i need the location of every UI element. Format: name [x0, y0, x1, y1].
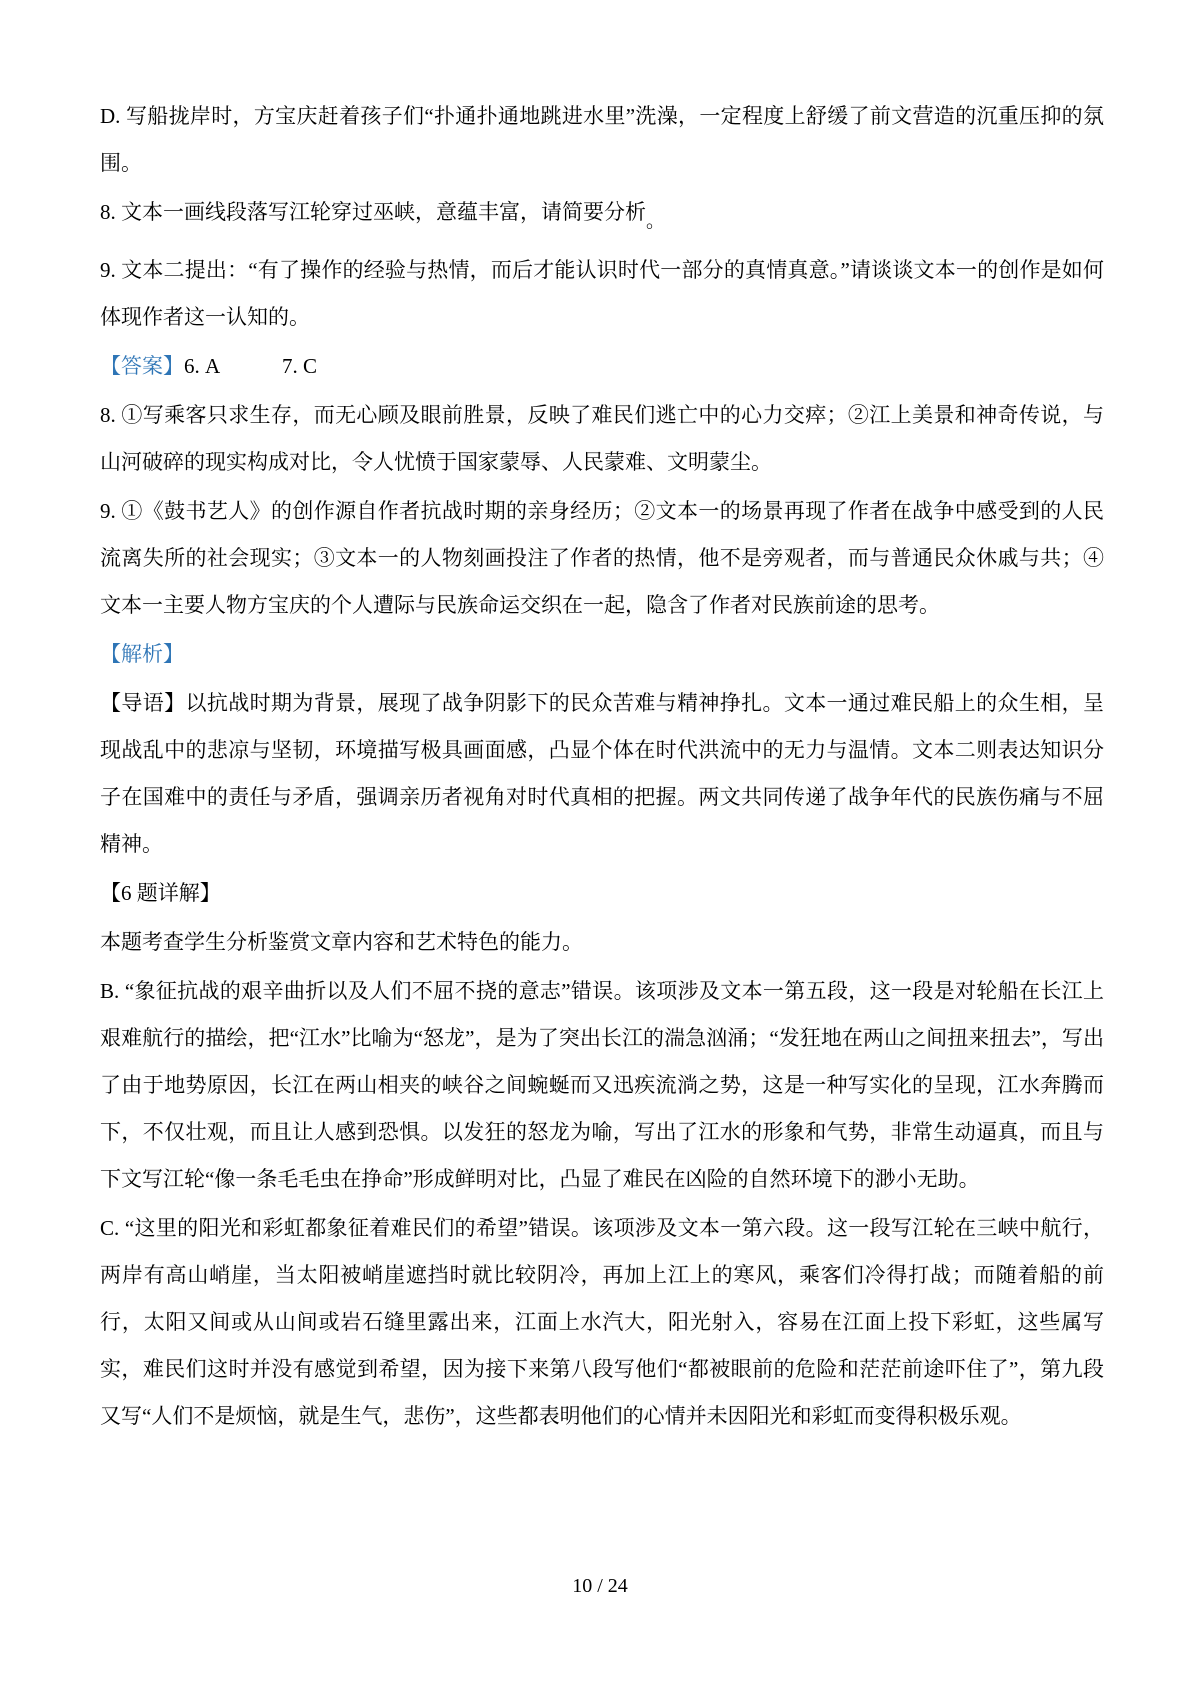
answer-values: 6. A 7. C: [184, 354, 318, 378]
overview-text: 【导语】以抗战时期为背景，展现了战争阴影下的民众苦难与精神挣扎。文本一通过难民船上的众生相，呈现战乱中的悲凉与坚韧，环境描写极具画面感，凸显个体在时代洪流中的无力与温情。文本二则表达知识分子在国难中的责任与矛盾，强调亲历者视角对时代真相的把握。两文共同传递了战争年代的民族伤痛与不屈精神。: [100, 691, 1104, 856]
overview-paragraph: [100, 680, 1104, 868]
question-9-text: 9. 文本二提出：“有了操作的经验与热情，而后才能认识时代一部分的真情真意。”请谈谈文本一的创作是如何体现作者这一认知的。: [100, 258, 1104, 329]
question-6-detail-heading: [100, 870, 1104, 917]
answer-9-paragraph: [100, 488, 1104, 629]
answer-label: 【答案】: [100, 354, 184, 378]
option-b-analysis-paragraph: [100, 968, 1104, 1203]
ability-statement-text: 本题考查学生分析鉴赏文章内容和艺术特色的能力。: [100, 930, 583, 954]
option-c-analysis-paragraph: [100, 1205, 1104, 1440]
option-d-paragraph: [100, 93, 1104, 187]
analysis-label: 【解析】: [100, 642, 184, 666]
question-9-paragraph: [100, 247, 1104, 341]
question-8-paragraph: [100, 189, 1104, 245]
answer-8-paragraph: [100, 392, 1104, 486]
option-c-analysis-text: C. “这里的阳光和彩虹都象征着难民们的希望”错误。该项涉及文本一第六段。这一段写江轮在三峡中航行，两岸有高山峭崖，当太阳被峭崖遮挡时就比较阴冷，再加上江上的寒风，乘客们冷得打战；而随着船的前行，太阳又间或从山间或岩石缝里露出来，江面上水汽大，阳光射入，容易在江面上投下彩虹，这些属写实，难民们这时并没有感觉到希望，因为接下来第八段写他们“都被眼前的危险和茫茫前途吓住了”，第九段又写“人们不是烦恼，就是生气，悲伤”，这些都表明他们的心情并未因阳光和彩虹而变得积极乐观。: [100, 1216, 1104, 1428]
answer-9-text: 9. ①《鼓书艺人》的创作源自作者抗战时期的亲身经历；②文本一的场景再现了作者在战争中感受到的人民流离失所的社会现实；③文本一的人物刻画投注了作者的热情，他不是旁观者，而与普通民众休戚与共；④文本一主要人物方宝庆的个人遭际与民族命运交织在一起，隐含了作者对民族前途的思考。: [100, 499, 1104, 617]
answer-8-text: 8. ①写乘客只求生存，而无心顾及眼前胜景，反映了难民们逃亡中的心力交瘁；②江上美景和神奇传说，与山河破碎的现实构成对比，令人忧愤于国家蒙辱、人民蒙难、文明蒙尘。: [100, 403, 1104, 474]
answer-line: [100, 343, 1104, 390]
ability-statement: [100, 919, 1104, 966]
answer-sheet-content: [100, 93, 1104, 1442]
question-8-text: 8. 文本一画线段落写江轮穿过巫峡，意蕴丰富，请简要分析: [100, 200, 646, 224]
question-6-detail-heading-text: 【6 题详解】: [100, 881, 221, 905]
page-footer: [0, 1572, 1200, 1600]
analysis-label-line: [100, 631, 1104, 678]
page-number: 10 / 24: [572, 1575, 628, 1597]
option-b-analysis-text: B. “象征抗战的艰辛曲折以及人们不屈不挠的意志”错误。该项涉及文本一第五段，这一段是对轮船在长江上艰难航行的描绘，把“江水”比喻为“怒龙”，是为了突出长江的湍急汹涌；“发狂地在两山之间扭来扭去”，写出了由于地势原因，长江在两山相夹的峡谷之间蜿蜒而又迅疾流淌之势，这是一种写实化的呈现，江水奔腾而下，不仅壮观，而且让人感到恐惧。以发狂的怒龙为喻，写出了江水的形象和气势，非常生动逼真，而且与下文写江轮“像一条毛毛虫在挣命”形成鲜明对比，凸显了难民在凶险的自然环境下的渺小无助。: [100, 979, 1104, 1191]
question-8-period: 。: [646, 211, 666, 232]
option-d-text: D. 写船拢岸时，方宝庆赶着孩子们“扑通扑通地跳进水里”洗澡，一定程度上舒缓了前文营造的沉重压抑的氛围。: [100, 104, 1104, 175]
